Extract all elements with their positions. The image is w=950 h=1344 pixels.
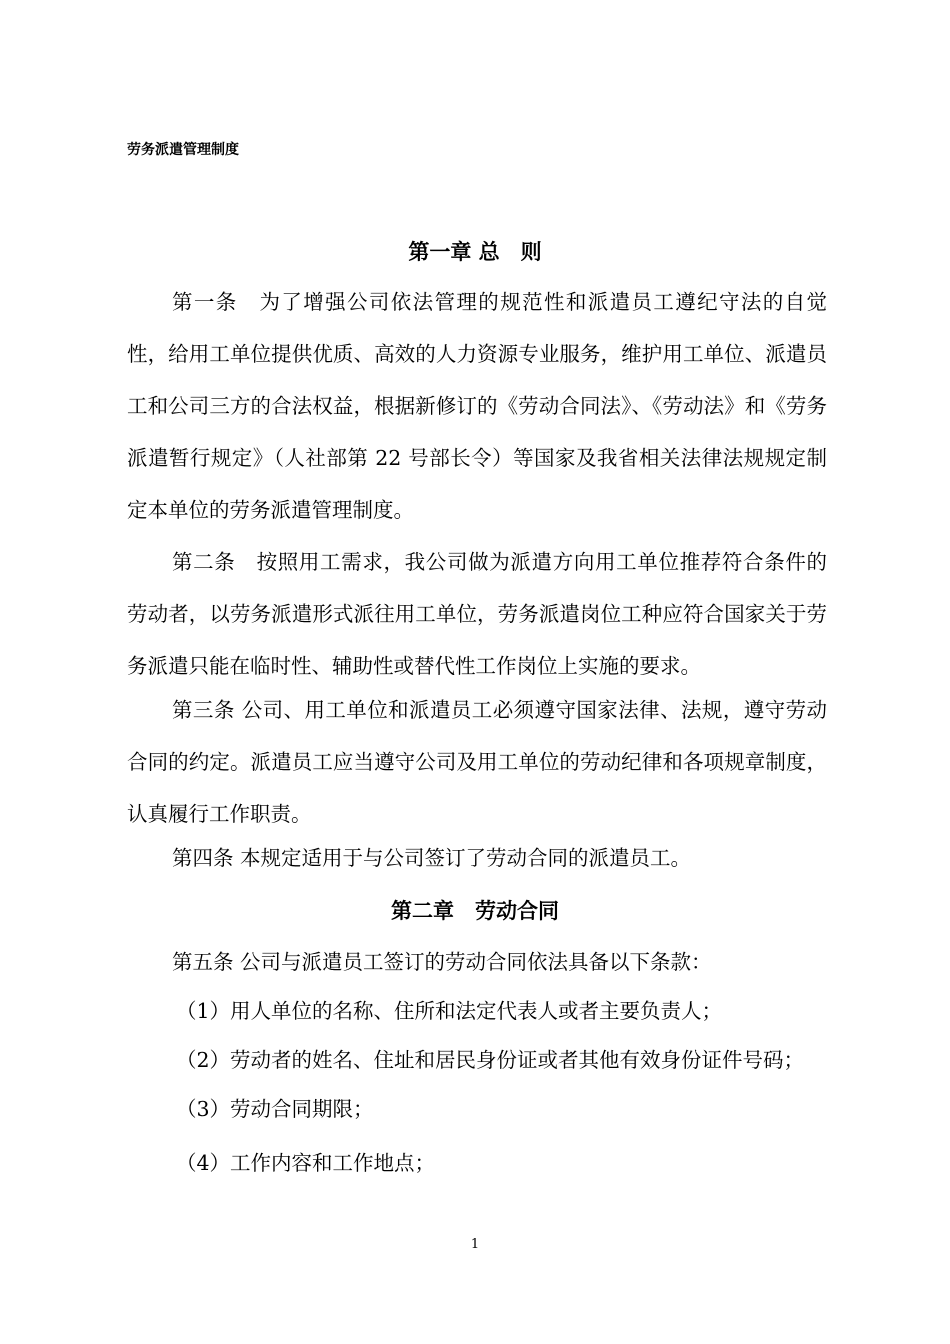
- list-item: （3）劳动合同期限；: [176, 1097, 374, 1121]
- list-item: （1）用人单位的名称、住所和法定代表人或者主要负责人；: [176, 999, 723, 1023]
- article-2: 第二条 按照用工需求，我公司做为派遣方向用工单位推荐符合条件的劳动者，以劳务派遣形式派往用工单位，劳务派遣岗位工种应符合国家关于劳务派遣只能在临时性、辅助性或替代性工作岗位上实施的要求。: [127, 550, 827, 678]
- article-5: 第五条 公司与派遣员工签订的劳动合同依法具备以下条款：: [172, 950, 712, 974]
- page-number: 1: [470, 1237, 480, 1252]
- article-4: 第四条 本规定适用于与公司签订了劳动合同的派遣员工。: [172, 846, 692, 870]
- list-item: （2）劳动者的姓名、住址和居民身份证或者其他有效身份证件号码；: [176, 1048, 805, 1072]
- chapter-1-heading: 第一章 总 则: [408, 240, 542, 264]
- list-item: （4）工作内容和工作地点；: [176, 1151, 436, 1175]
- article-1: 第一条 为了增强公司依法管理的规范性和派遣员工遵纪守法的自觉性，给用工单位提供优质、高效的人力资源专业服务，维护用工单位、派遣员工和公司三方的合法权益，根据新修订的《劳动合同法》、《劳动法》和《劳务派遣暂行规定》（人社部第 22 号部长令）等国家及我省相关法律法规规定制定本单位的劳务派遣管理制度。: [127, 290, 827, 522]
- article-3: 第三条 公司、用工单位和派遣员工必须遵守国家法律、法规，遵守劳动合同的约定。派遣员工应当遵守公司及用工单位的劳动纪律和各项规章制度，认真履行工作职责。: [127, 698, 827, 826]
- chapter-2-heading: 第二章 劳动合同: [391, 899, 559, 923]
- document-title: 劳务派遣管理制度: [127, 142, 239, 158]
